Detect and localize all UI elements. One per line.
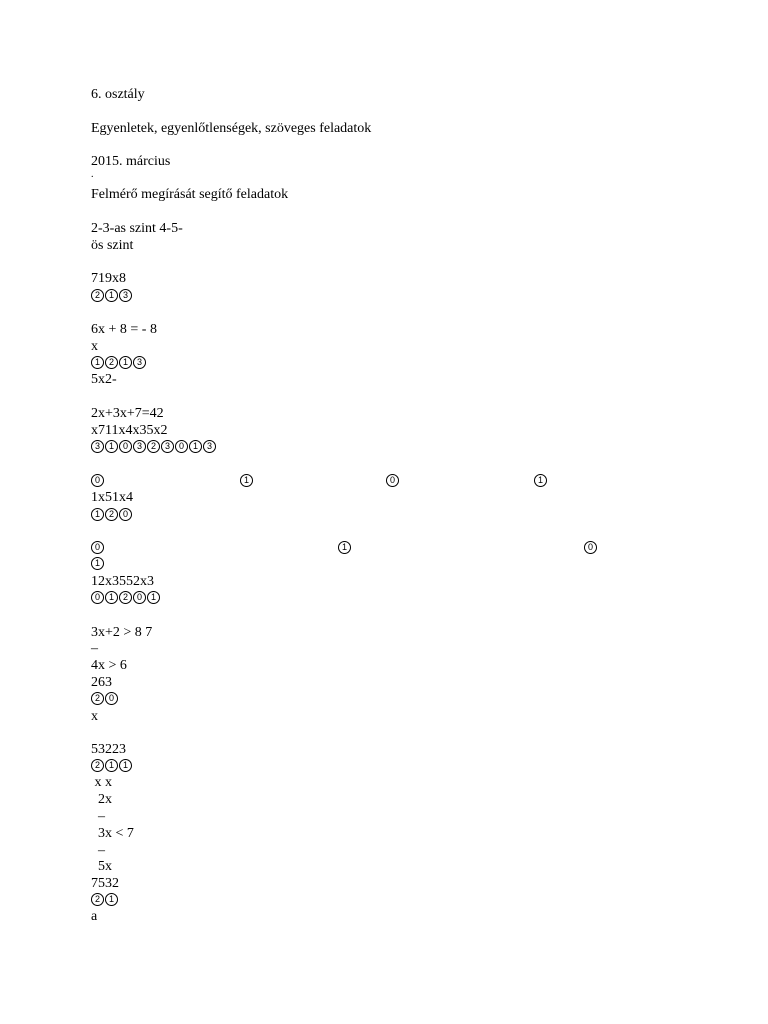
circled-digit: 0 <box>584 541 597 554</box>
equation-line: 2x+3x+7=42 <box>91 406 164 421</box>
circled-digit: 3 <box>91 440 104 453</box>
expression-line: 719x8 <box>91 271 126 286</box>
circled-digit: 2 <box>105 508 118 521</box>
expression-line: 5x <box>91 859 112 874</box>
circled-digit: 1 <box>105 591 118 604</box>
circled-digits-group <box>91 893 118 907</box>
circled-digit: 3 <box>203 440 216 453</box>
equation-line: 6x + 8 = - 8 <box>91 322 157 337</box>
circled-digit: 0 <box>119 440 132 453</box>
circled-digit: 3 <box>133 440 146 453</box>
dot-line: . <box>91 169 94 180</box>
grade-heading: 6. osztály <box>91 87 145 102</box>
circled-digit: 1 <box>240 474 253 487</box>
circled-digit: 1 <box>119 356 132 369</box>
level-line-2: ös szint <box>91 238 134 253</box>
subtitle: Felmérő megírását segítő feladatok <box>91 187 289 202</box>
expression-line: 1x51x4 <box>91 490 133 505</box>
circled-digits-group <box>91 356 146 370</box>
circled-digit: 3 <box>161 440 174 453</box>
circled-digit: 1 <box>119 759 132 772</box>
expression-line: x x <box>91 775 112 790</box>
circled-digit: 0 <box>91 474 104 487</box>
minus-line: – <box>91 809 105 824</box>
inequality-line: 4x > 6 <box>91 658 127 673</box>
circled-digit: 1 <box>147 591 160 604</box>
circled-digit: 2 <box>119 591 132 604</box>
circled-digits-group <box>91 508 132 522</box>
circled-digit: 0 <box>91 541 104 554</box>
circled-digits-group <box>91 759 132 773</box>
expression-line: a <box>91 909 98 924</box>
circled-digit: 0 <box>133 591 146 604</box>
circled-digit: 1 <box>338 541 351 554</box>
level-line-1: 2-3-as szint 4-5- <box>91 221 183 236</box>
minus-line: – <box>91 641 98 656</box>
circled-digit: 0 <box>175 440 188 453</box>
circled-digit: 1 <box>91 557 104 570</box>
circled-digits-group <box>91 692 118 706</box>
circled-digit: 1 <box>105 759 118 772</box>
circled-digit: 1 <box>189 440 202 453</box>
circled-digit: 1 <box>105 440 118 453</box>
circled-digit: 0 <box>91 591 104 604</box>
expression-line: x <box>91 709 98 724</box>
circled-digit: 1 <box>91 508 104 521</box>
circled-digit: 2 <box>105 356 118 369</box>
circled-digit: 2 <box>147 440 160 453</box>
expression-line: 263 <box>91 675 112 690</box>
circled-digit: 0 <box>105 692 118 705</box>
circled-digit: 2 <box>91 692 104 705</box>
expression-line: 12x3552x3 <box>91 574 154 589</box>
inequality-line: 3x+2 > 8 7 <box>91 625 153 640</box>
topic-heading: Egyenletek, egyenlőtlenségek, szöveges feladatok <box>91 121 372 136</box>
circled-digit: 1 <box>105 289 118 302</box>
circled-digit: 1 <box>534 474 547 487</box>
expression-line: x711x4x35x2 <box>91 423 168 438</box>
circled-digit: 2 <box>91 289 104 302</box>
circled-digit: 1 <box>91 356 104 369</box>
expression-line: 53223 <box>91 742 126 757</box>
circled-digits-group <box>91 289 132 303</box>
date-line: 2015. március <box>91 154 171 169</box>
expression-line: 5x2- <box>91 372 117 387</box>
expression-line: 2x <box>91 792 112 807</box>
circled-digits-group <box>91 440 216 454</box>
minus-line: – <box>91 843 105 858</box>
circled-digit: 2 <box>91 759 104 772</box>
circled-digit: 1 <box>105 893 118 906</box>
inequality-line: 3x < 7 <box>91 826 134 841</box>
expression-line: x <box>91 339 98 354</box>
circled-digit: 2 <box>91 893 104 906</box>
circled-digit: 3 <box>133 356 146 369</box>
expression-line: 7532 <box>91 876 119 891</box>
circled-digits-group <box>91 591 160 605</box>
circled-digit: 0 <box>119 508 132 521</box>
circled-digit: 0 <box>386 474 399 487</box>
circled-digit: 3 <box>119 289 132 302</box>
